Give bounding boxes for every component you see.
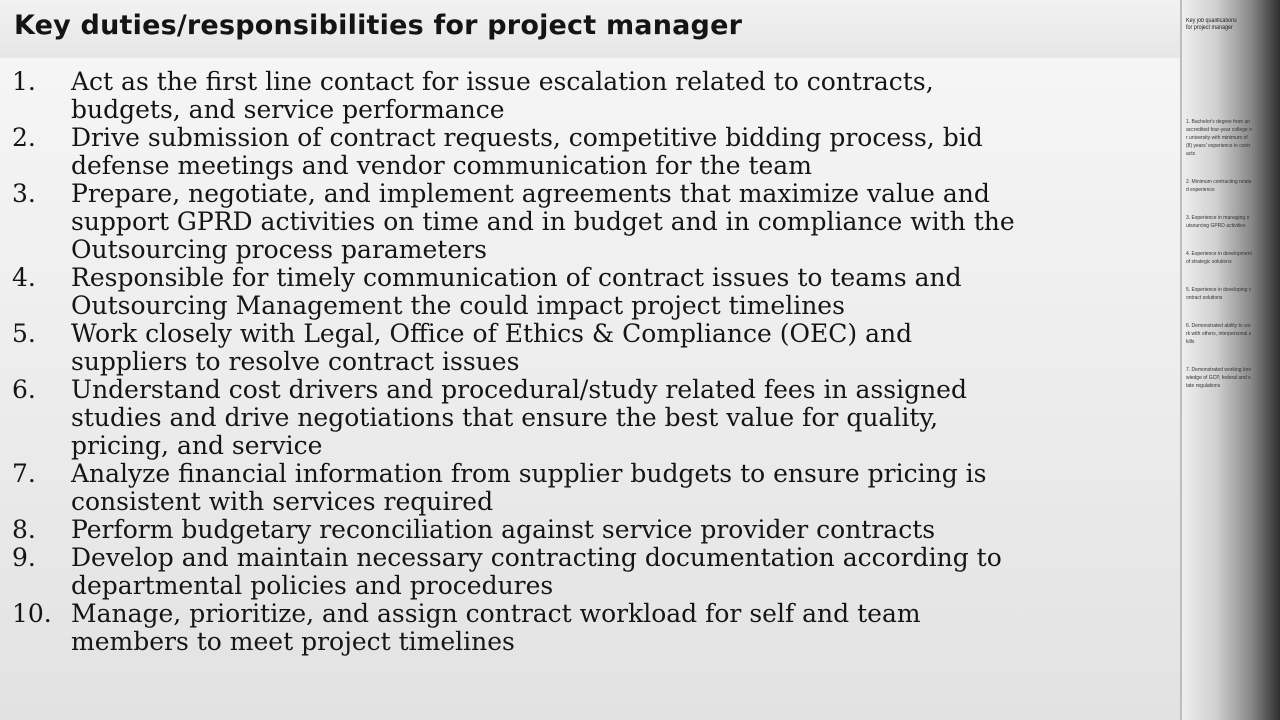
duty-number: 5. — [12, 319, 36, 348]
title-bar — [0, 0, 1182, 58]
slide-title: Key duties/responsibilities for project manager — [14, 10, 743, 41]
duties-list — [0, 68, 1175, 656]
duty-text-line: studies and drive negotiations that ensure the best value for quality, — [71, 403, 939, 432]
duty-number: 9. — [12, 543, 36, 572]
duty-item — [0, 516, 1175, 544]
duty-text-line: Outsourcing process parameters — [71, 235, 487, 264]
duty-text-line: departmental policies and procedures — [71, 571, 554, 600]
duty-number: 7. — [12, 459, 36, 488]
duty-text-line: suppliers to resolve contract issues — [71, 347, 520, 376]
duty-item — [0, 600, 1175, 656]
duty-item — [0, 68, 1175, 124]
duty-number: 3. — [12, 179, 36, 208]
duty-item — [0, 460, 1175, 516]
duty-item — [0, 264, 1175, 320]
thumbnail-list — [1186, 118, 1252, 410]
duty-text-line: Outsourcing Management the could impact project timelines — [71, 291, 845, 320]
duty-number: 10. — [12, 599, 52, 628]
duty-text-line: pricing, and service — [71, 431, 323, 460]
thumbnail-item: 5. Experience in developing contract solutions — [1186, 287, 1252, 301]
duty-text-line: Act as the first line contact for issue escalation related to contracts, — [71, 67, 934, 96]
thumbnail-title: Key job qualifications for project manager — [1186, 18, 1237, 31]
duty-text-line: Drive submission of contract requests, competitive bidding process, bid — [71, 123, 983, 152]
duty-text-line: budgets, and service performance — [71, 95, 505, 124]
duty-text-line: consistent with services required — [71, 487, 494, 516]
duty-text-line: Analyze financial information from supplier budgets to ensure pricing is — [71, 459, 987, 488]
duty-item — [0, 124, 1175, 180]
next-slide-thumbnail[interactable] — [1182, 0, 1280, 720]
duty-text-line: Manage, prioritize, and assign contract workload for self and team — [71, 599, 921, 628]
duty-text-line: Responsible for timely communication of contract issues to teams and — [71, 263, 962, 292]
duty-item — [0, 376, 1175, 460]
duty-item — [0, 544, 1175, 600]
duty-text-line: Work closely with Legal, Office of Ethics & Compliance (OEC) and — [71, 319, 913, 348]
duty-text-line: Prepare, negotiate, and implement agreements that maximize value and — [71, 179, 990, 208]
duty-item — [0, 320, 1175, 376]
duty-text-line: defense meetings and vendor communication for the team — [71, 151, 812, 180]
duty-text-line: support GPRD activities on time and in budget and in compliance with the — [71, 207, 1015, 236]
duty-number: 6. — [12, 375, 36, 404]
thumbnail-item: 6. Demonstrated ability to work with others, interpersonal skills — [1186, 323, 1252, 345]
thumbnail-item: 2. Minimum contracting related experience — [1186, 179, 1252, 193]
duty-item — [0, 180, 1175, 264]
duty-number: 4. — [12, 263, 36, 292]
duty-text-line: Develop and maintain necessary contracting documentation according to — [71, 543, 1002, 572]
duty-number: 1. — [12, 67, 36, 96]
duty-text-line: Perform budgetary reconciliation against service provider contracts — [71, 515, 936, 544]
duty-number: 8. — [12, 515, 36, 544]
thumbnail-item: 3. Experience in managing outsourcing GPRD activities — [1186, 215, 1250, 229]
duty-text-line: Understand cost drivers and procedural/study related fees in assigned — [71, 375, 967, 404]
duty-number: 2. — [12, 123, 36, 152]
thumbnail-item: 1. Bachelor's degree from an accredited four-year college or university with minimum of (8) years' experience in contracts — [1186, 119, 1252, 157]
thumbnail-item: 7. Demonstrated working knowledge of GCP, federal and state regulations — [1186, 367, 1252, 389]
duty-text-line: members to meet project timelines — [71, 627, 515, 656]
thumbnail-item: 4. Experience in development of strategic solutions — [1186, 251, 1252, 265]
